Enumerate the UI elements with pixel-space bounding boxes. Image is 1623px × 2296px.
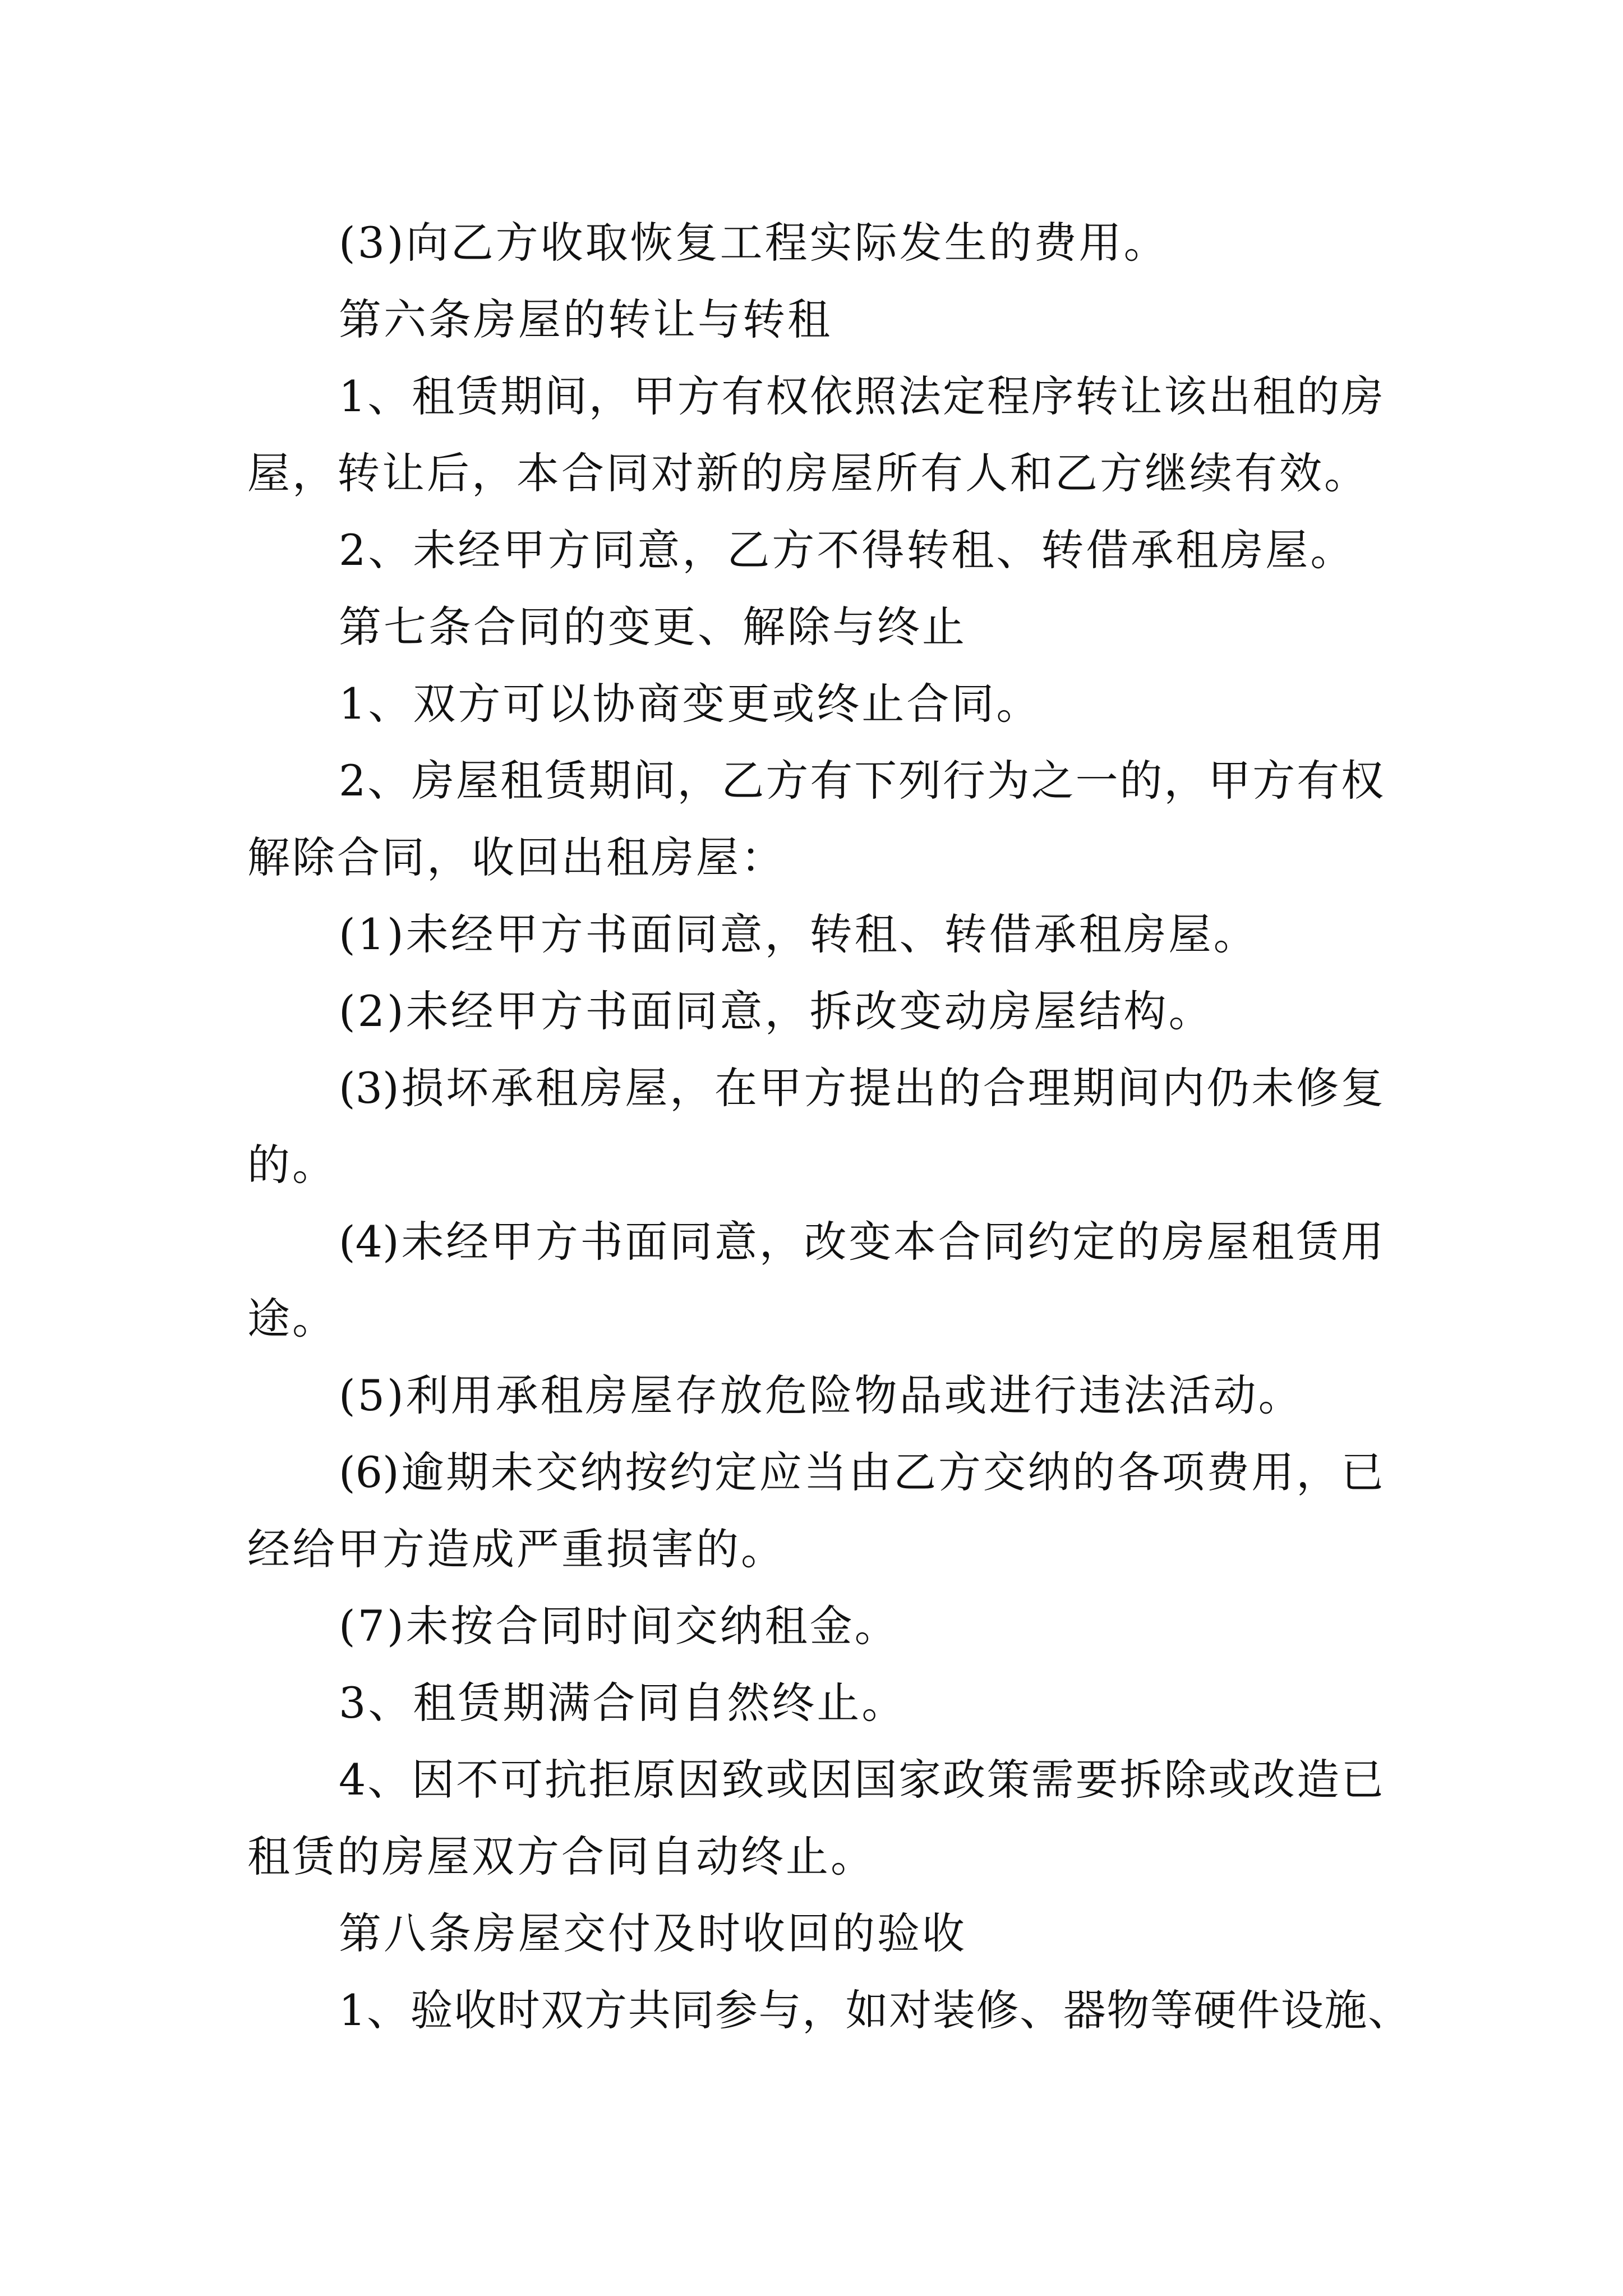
text-line: (4)未经甲方书面同意，改变本合同约定的房屋租赁用 (339, 1217, 1384, 1267)
clause-paragraph (247, 1741, 1384, 1895)
text-line: 屋，转让后，本合同对新的房屋所有人和乙方继续有效。 (247, 448, 1369, 498)
text-line: 途。 (247, 1294, 337, 1343)
text-line: (3)损坏承租房屋，在甲方提出的合理期间内仍未修复 (339, 1063, 1384, 1113)
clause-paragraph (247, 665, 1384, 742)
text-line: 1、双方可以协商变更或终止合同。 (339, 679, 1041, 729)
text-line: 第六条房屋的转让与转租 (339, 295, 832, 344)
text-line: 的。 (247, 1140, 337, 1190)
clause-paragraph (247, 1050, 1384, 1203)
article-heading (247, 1895, 1384, 1972)
text-line: (3)向乙方收取恢复工程实际发生的费用。 (339, 218, 1169, 268)
text-line: 经给甲方造成严重损害的。 (247, 1524, 786, 1574)
clause-paragraph (247, 1588, 1384, 1664)
clause-paragraph (247, 1664, 1384, 1741)
text-line: 解除合同，收回出租房屋： (247, 832, 786, 882)
clause-paragraph (247, 1434, 1384, 1588)
text-line: (2)未经甲方书面同意，拆改变动房屋结构。 (339, 986, 1214, 1036)
clause-paragraph (247, 1972, 1410, 2049)
clause-paragraph (247, 204, 1384, 281)
clause-paragraph (247, 512, 1384, 588)
text-line: 3、租赁期满合同自然终止。 (339, 1678, 907, 1728)
text-line: (7)未按合同时间交纳租金。 (339, 1601, 900, 1651)
text-line: 第七条合同的变更、解除与终止 (339, 602, 967, 652)
text-line: 2、未经甲方同意，乙方不得转租、转借承租房屋。 (339, 525, 1355, 575)
clause-paragraph (247, 896, 1384, 973)
clause-paragraph (247, 1357, 1384, 1434)
clause-paragraph (247, 1203, 1384, 1357)
text-line: (6)逾期未交纳按约定应当由乙方交纳的各项费用，已 (339, 1447, 1384, 1497)
text-line: (5)利用承租房屋存放危险物品或进行违法活动。 (339, 1370, 1303, 1420)
text-line: 1、验收时双方共同参与，如对装修、器物等硬件设施、 (339, 1985, 1410, 2035)
clause-paragraph (247, 742, 1384, 896)
article-heading (247, 588, 1384, 665)
text-line: 1、租赁期间，甲方有权依照法定程序转让该出租的房 (339, 371, 1384, 421)
text-line: 4、因不可抗拒原因致或因国家政策需要拆除或改造已 (339, 1755, 1384, 1805)
text-line: 2、房屋租赁期间，乙方有下列行为之一的，甲方有权 (339, 756, 1384, 806)
clause-paragraph (247, 973, 1384, 1050)
clause-paragraph (247, 358, 1384, 512)
article-heading (247, 281, 1384, 358)
text-line: 第八条房屋交付及时收回的验收 (339, 1908, 967, 1958)
document-body (247, 204, 1410, 2049)
text-line: 租赁的房屋双方合同自动终止。 (247, 1832, 875, 1881)
text-line: (1)未经甲方书面同意，转租、转借承租房屋。 (339, 909, 1258, 959)
